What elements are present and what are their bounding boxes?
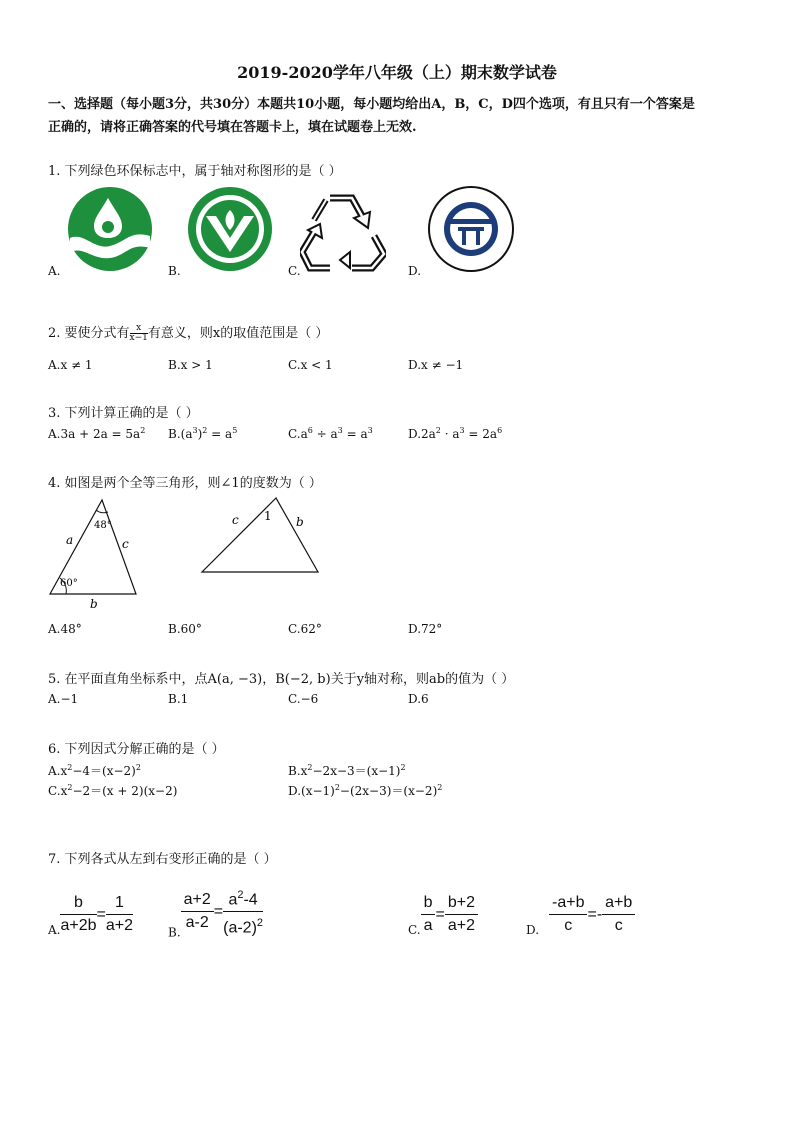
circle-symbol-logo-icon [426,184,516,274]
question-1-text: 1. 下列绿色环保标志中，属于轴对称图形的是（ ） [48,164,342,179]
q7-option-c: C. $\frac{b}{a}$ = $\frac{b+2}{a+2}$ [408,892,478,937]
q7-b-right-fraction: $\frac{a^2-4}{(a-2)^2}$ [223,884,263,940]
section-instructions-line2: 正确的，请将正确答案的代号填在答题卡上，填在试题卷上无效. [48,120,417,135]
recycle-arrows-icon [300,190,386,272]
question-2-text-before: 2. 要使分式有 [48,326,130,341]
q4-option-a: A.48° [48,622,82,636]
question-7-text: 7. 下列各式从左到右变形正确的是（ ） [48,852,277,867]
q2-option-a: A.x ≠ 1 [48,358,93,372]
triangle-1-side-c: c [122,537,129,551]
q4-option-d: D.72° [408,622,443,636]
question-4-text: 4. 如图是两个全等三角形，则∠1的度数为（ ） [48,476,322,491]
q2-option-c: C.x < 1 [288,358,333,372]
q5-option-c: C.−6 [288,692,319,706]
triangle-2-figure [196,494,326,578]
triangle-1-side-b: b [90,597,98,610]
q5-option-d: D.6 [408,692,429,706]
q7-a-left-fraction: $\frac{b}{a+2b}$ [60,894,97,934]
triangle-1-figure [44,494,144,610]
triangle-2-side-b: b [296,515,304,529]
exam-title: 2019-2020学年八年级（上）期末数学试卷 [237,63,557,82]
q6-option-b: $B.x^2-2x-3=(x-1)^2$ [288,763,406,778]
q3-option-b: $B.(a^3)^2 = a^5$ [168,426,238,441]
q7-option-b-label: B. [168,925,181,940]
question-2-text-after: 有意义，则x的取值范围是（ ） [147,326,329,341]
q7-b-left-fraction: $\frac{a+2}{a-2}$ [181,889,214,934]
q3-option-c: $C.a^6 \div a^3 = a^3$ [288,426,373,441]
q6-option-c: $C.x^2-2=(x + 2)(x-2)$ [48,783,178,798]
q1-option-c-label: C. [288,264,301,278]
question-2-fraction [130,324,148,343]
q7-option-c-label: C. [408,923,421,937]
q7-option-b: B. $\frac{a+2}{a-2}$ = $\frac{a^2-4}{(a-2)^2}$ [168,884,263,940]
triangle-2-angle-1: 1 [264,509,272,523]
q2-option-d: D.x ≠ −1 [408,358,464,372]
q7-c-left-fraction: $\frac{b}{a}$ [421,892,436,937]
triangle-1-angle-left: 60° [60,578,78,589]
q1-option-a-label: A. [48,264,61,278]
q6-option-d: $D.(x-1)^2-(2x-3)=(x-2)^2$ [288,783,443,798]
q2-option-b: B.x > 1 [168,358,213,372]
q5-option-b: B.1 [168,692,189,706]
q3-option-d: $D.2a^2 \cdot a^3 = 2a^6$ [408,426,503,441]
q5-option-a: A.−1 [48,692,79,706]
q7-option-a-label: A. [48,923,61,937]
q7-c-right-fraction: $\frac{b+2}{a+2}$ [445,892,478,937]
triangle-2-side-c: c [232,513,239,527]
question-6-text: 6. 下列因式分解正确的是（ ） [48,742,225,757]
q7-option-d-label: D. [526,923,540,937]
q7-a-right-fraction: $\frac{1}{a+2}$ [105,894,134,934]
question-3-text: 3. 下列计算正确的是（ ） [48,406,199,421]
water-drop-logo-icon [64,186,156,276]
q1-option-b-label: B. [168,264,181,278]
q4-option-c: C.62° [288,622,322,636]
q7-option-a: A. $\frac{b}{a+2b}$ = $\frac{1}{a+2}$ [48,894,134,937]
triangle-1-side-a: a [66,533,74,547]
question-5-text: 5. 在平面直角坐标系中，点A(a, −3)，B(−2, b)关于y轴对称，则ab的值为（ ） [48,672,515,687]
question-2-text [48,322,328,343]
fraction-denominator: x−1 [129,333,148,343]
fraction-numerator: x [130,324,148,334]
q7-d-left-fraction: $\frac{-a+b}{c}$ [549,892,587,937]
q7-option-d: D. $\frac{-a+b}{c}$ =- $\frac{a+b}{c}$ [526,892,635,937]
triangle-1-angle-top: 48° [94,520,112,531]
q4-option-b: B.60° [168,622,202,636]
leaf-v-logo-icon [184,186,276,276]
q7-d-right-fraction: $\frac{a+b}{c}$ [602,892,635,937]
q6-option-a: $A.x^2-4=(x-2)^2$ [48,763,141,778]
q3-option-a: $A.3a + 2a = 5a^2$ [48,426,146,441]
q1-option-d-label: D. [408,264,422,278]
section-instructions-line1: 一、选择题（每小题3分，共30分）本题共10小题，每小题均给出A，B，C，D四个选项，有且只有一个答案是 [48,97,695,112]
